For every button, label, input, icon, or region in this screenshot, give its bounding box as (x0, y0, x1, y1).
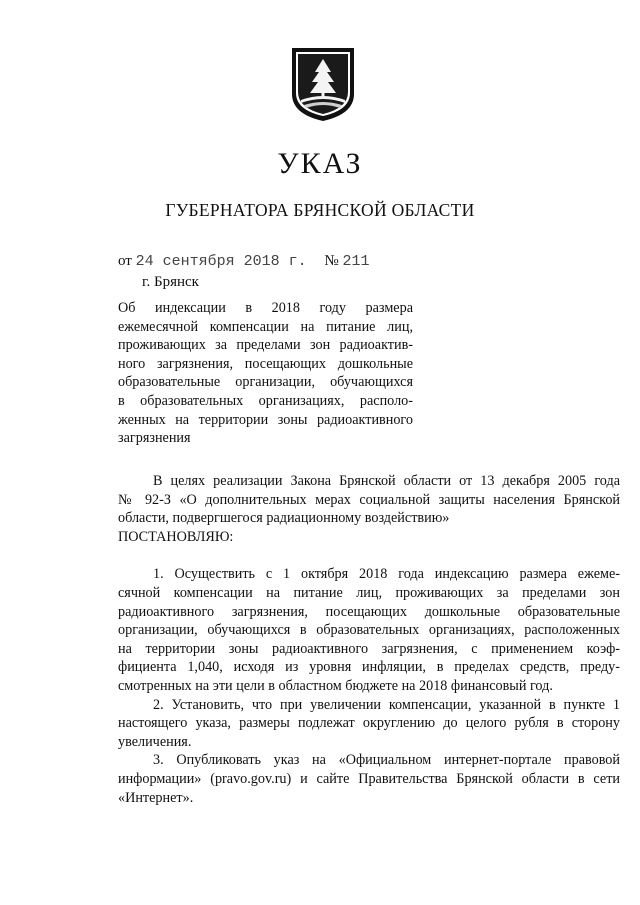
clause-line: увеличения. (118, 733, 192, 750)
subject-line: ежемесячной компенсации на питание лиц, (118, 318, 413, 335)
clause-2 (118, 696, 620, 752)
preamble-line: области, подвергшегося радиационному воздействию» (118, 510, 450, 527)
clause-line: настоящего указа, размеры подлежат округлению до целого рубля в сторону (118, 715, 620, 732)
subject-line: в образовательных организациях, располо- (118, 392, 413, 409)
decree-subject (118, 299, 413, 448)
clause-1 (118, 565, 620, 695)
clause-line: сячной компенсации на питание лиц, проживающих за пределами зон (118, 584, 620, 601)
document-subtitle: ГУБЕРНАТОРА БРЯНСКОЙ ОБЛАСТИ (165, 200, 475, 220)
clause-line: радиоактивного загрязнения, посещающих дошкольные образовательные (118, 603, 620, 620)
clause-line: 2. Установить, что при увеличении компенсации, указанной в пункте 1 (153, 696, 620, 713)
date-prefix: от (118, 253, 132, 269)
clause-3 (118, 751, 620, 807)
city-line: г. Брянск (142, 274, 199, 290)
decree-body (118, 472, 620, 807)
subject-line: загрязнения (118, 430, 191, 447)
subject-line: женных на территории зоны радиоактивного (118, 411, 413, 428)
clause-line: «Интернет». (118, 789, 194, 806)
decree-number: 211 (342, 253, 370, 270)
preamble-line: № 92-З «О дополнительных мерах социальной защиты населения Брянской (118, 491, 620, 508)
clause-line: организации, обучающихся в образовательных организациях, расположенных (118, 622, 620, 639)
clause-line: 3. Опубликовать указ на «Официальном интернет-портале правовой (153, 752, 620, 769)
clause-line: на территории зоны радиоактивного загрязнения, с применением коэф- (118, 640, 620, 657)
date-number-line (118, 251, 369, 272)
clause-line: 1. Осуществить с 1 октября 2018 года индексацию размера ежеме- (153, 566, 620, 583)
subject-line: образовательные организации, обучающихся (118, 374, 413, 391)
decree-date: 24 сентября 2018 г. (135, 253, 307, 270)
subject-line: ного загрязнения, посещающих дошкольные (118, 355, 413, 372)
number-prefix: № (324, 253, 339, 269)
subject-line: Об индексации в 2018 году размера (118, 300, 413, 316)
document-title: УКАЗ (277, 147, 363, 180)
subject-line: проживающих за пределами зон радиоактив- (118, 337, 413, 354)
clause-line: смотренных на эти цели в областном бюджете на 2018 финансовый год. (118, 677, 553, 694)
preamble (118, 472, 620, 546)
clause-line: информации» (pravo.gov.ru) и сайте Правительства Брянской области в сети (118, 770, 620, 787)
bryansk-coat-of-arms-icon (288, 44, 358, 124)
preamble-line: В целях реализации Закона Брянской области от 13 декабря 2005 года (153, 473, 620, 489)
clause-line: фициента 1,040, исходя из уровня инфляции, в пределах средств, преду- (118, 659, 620, 676)
decree-resolution-word: ПОСТАНОВЛЯЮ: (118, 528, 234, 545)
